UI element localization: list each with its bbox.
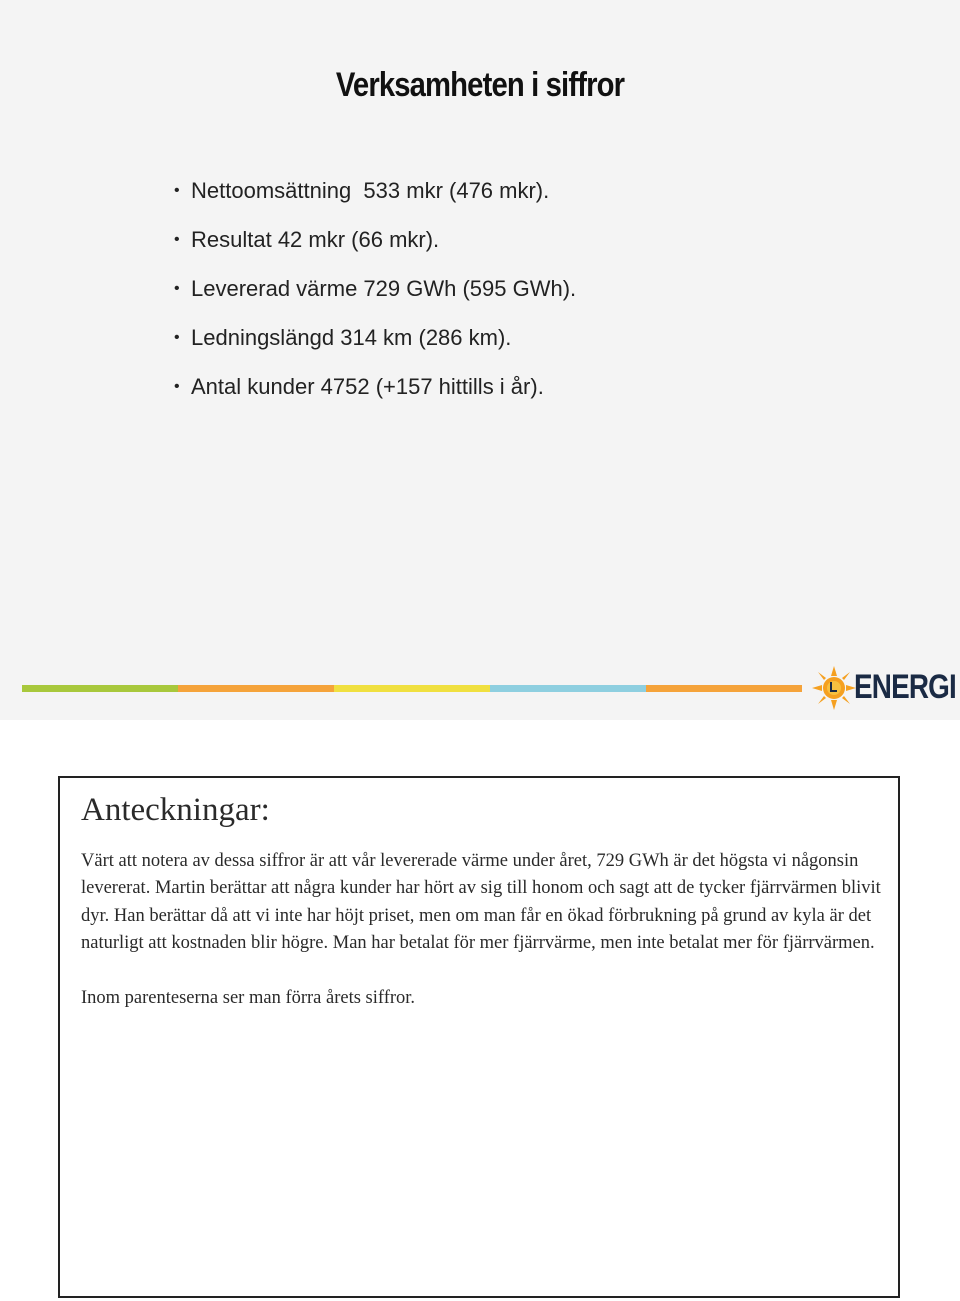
energi-logo: [810, 664, 956, 712]
stripe-green: [22, 685, 178, 692]
notes-paragraph: Värt att notera av dessa siffror är att vår levererade värme under året, 729 GWh är det högsta vi någonsin levererat. Martin berättar att några kunder har hört av sig till honom och sagt att de tycker fjärrvärmen blivit dyr. Han berättar då att vi inte har höjt priset, men om man får en ökad förbrukning på grund av kyla är det naturligt att kostnaden blir högre. Man har betalat för mer fjärrvärme, men inte betalat mer för fjärrvärmen.: [81, 851, 881, 954]
stripe-yellow: [334, 685, 490, 692]
bullet-dot-icon: •: [174, 280, 180, 297]
bullet-dot-icon: •: [174, 378, 180, 395]
notes-paragraph: Inom parenteserna ser man förra årets siffror.: [81, 987, 416, 1008]
logo-text: ENERGI: [854, 668, 956, 706]
bullet-item: [174, 270, 576, 319]
bullet-item: [174, 319, 576, 368]
stripe-orange: [178, 685, 334, 692]
stripe-blue: [490, 685, 646, 692]
bullet-text: Ledningslängd 314 km (286 km).: [191, 325, 512, 350]
bullet-item: [174, 172, 576, 221]
bullet-dot-icon: •: [174, 329, 180, 346]
bullet-list: [174, 172, 576, 417]
bullet-text: Resultat 42 mkr (66 mkr).: [191, 227, 440, 252]
notes-body: [81, 848, 881, 1039]
color-stripe-bar: [22, 685, 802, 692]
bullet-text: Levererad värme 729 GWh (595 GWh).: [191, 276, 577, 301]
stripe-orange-2: [646, 685, 802, 692]
notes-panel: [58, 776, 900, 1298]
bullet-dot-icon: •: [174, 231, 180, 248]
bullet-text: Antal kunder 4752 (+157 hittills i år).: [191, 374, 544, 399]
sun-icon: [810, 664, 858, 712]
bullet-item: [174, 221, 576, 270]
bullet-text: Nettoomsättning 533 mkr (476 mkr).: [191, 178, 550, 203]
notes-heading: Anteckningar:: [81, 792, 270, 828]
bullet-item: [174, 368, 576, 417]
slide-title: Verksamheten i siffror: [335, 66, 625, 104]
bullet-dot-icon: •: [174, 182, 180, 199]
